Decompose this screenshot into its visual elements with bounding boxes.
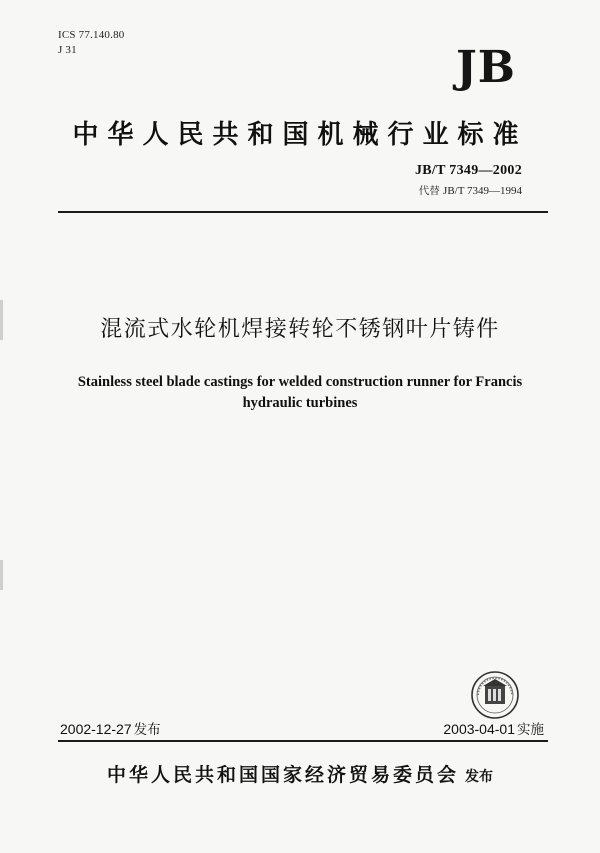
implementation-date-suffix: 实施: [517, 722, 544, 738]
replaces-number: JB/T 7349—1994: [443, 185, 522, 197]
publisher: [107, 760, 493, 787]
standard-number: JB/T 7349—2002: [414, 163, 522, 178]
title-english-line1: Stainless steel blade castings for welded construction runner for Francis: [77, 374, 523, 390]
publisher-seal-icon: [470, 670, 520, 720]
title-english: [60, 372, 540, 414]
replaces-standard: [419, 183, 522, 198]
publisher-org: 中华人民共和国国家经济贸易委员会: [106, 764, 460, 786]
issue-date: [60, 718, 161, 738]
title-english-line2: hydraulic turbines: [242, 395, 358, 411]
title-chinese: 混流式水轮机焊接转轮不锈钢叶片铸件: [100, 317, 500, 342]
issue-date-value: 2002-12-27: [60, 721, 132, 737]
implementation-date-value: 2003-04-01: [443, 721, 515, 737]
industry-standard-title: 中华人民共和国机械行业标准: [72, 120, 528, 150]
implementation-date: [443, 718, 544, 738]
scan-edge-mark: [0, 560, 3, 590]
issue-date-suffix: 发布: [133, 722, 161, 738]
scan-edge-mark: [0, 300, 3, 340]
publisher-action: 发布: [465, 769, 494, 785]
top-divider: [58, 211, 548, 213]
ics-code: ICS 77.140.80: [58, 29, 125, 41]
replaces-label: 代替: [418, 185, 440, 197]
classification-codes: [58, 28, 124, 58]
ccs-code: J 31: [58, 44, 77, 56]
bottom-divider: [58, 740, 548, 742]
jb-logo: JB: [455, 42, 516, 93]
